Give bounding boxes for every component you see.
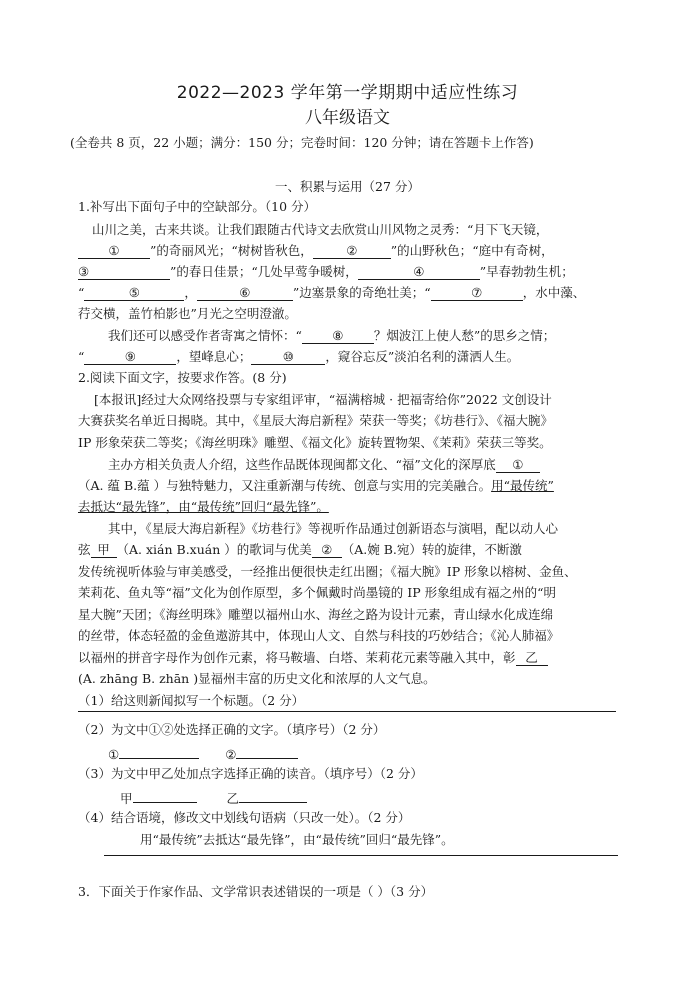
- q1-text: 我们还可以感受作者寄寓之情怀：“: [108, 328, 302, 343]
- q2-para-line-9: 发传统视听体验与审美感受，一经推出便很快走红出圈；《福大腕》IP 形象以榕树、金鱼、: [78, 564, 577, 579]
- q1-text: ，窥谷忘反”淡泊名利的潇洒人生。: [325, 349, 520, 364]
- q2-text: （A.婉 B.宛）转的旋律，不断激: [341, 542, 522, 557]
- q2-para-line-5: [78, 478, 626, 494]
- q2-text: 主办方相关负责人介绍，这些作品既体现闽都文化、“福”文化的深厚底: [108, 457, 496, 472]
- q2-para-line-1: [本报讯]经过大众网络投票与专家组评审，“福满榕城 · 把福寄给你”2022 文创设计: [94, 392, 552, 407]
- q3-stem: 3．下面关于作家作品、文学常识表述错误的一项是（ ）（3 分）: [78, 884, 434, 899]
- blank-1[interactable]: ①: [78, 244, 150, 259]
- q1-text: ，: [184, 285, 197, 300]
- answer-blank-2[interactable]: [236, 744, 298, 759]
- q2-para-line-11: 星大腕”天团；《海丝明珠》雕塑以福州山水、海丝之路为设计元素，青山绿水化成连绵: [78, 607, 554, 622]
- q2-para-line-14: (A. zhāng B. zhān )显福州丰富的历史文化和浓厚的人文气息。: [78, 671, 436, 686]
- q2-para-line-12: 的丝带，体态轻盈的金鱼遨游其中，体现山人文、自然与科技的巧妙结合；《沁人肺福》: [78, 628, 560, 643]
- q1-text: ”的奇丽风光；“树树皆秋色，: [150, 243, 313, 258]
- q2-text: （A. xián B.xuán ）的歌词与优美: [116, 542, 312, 557]
- answer-label: 甲: [120, 791, 133, 806]
- q2-blank-2[interactable]: ②: [312, 543, 342, 558]
- q2-para-line-10: 茉莉花、鱼丸等“福”文化为创作原型，多个佩戴时尚墨镜的 IP 形象组成有福之州的“明: [78, 585, 556, 600]
- q1-text: ，水中藻、: [522, 285, 586, 300]
- exam-subtitle: 八年级语文: [305, 108, 390, 128]
- q2-para-line-2: 大赛获奖名单近日揭晓。其中，《星辰大海启新程》荣获一等奖；《坊巷行》、《福大腕》: [78, 413, 554, 428]
- q2-text: （A. 蕴 B.蕴 ）与独特魅力，又注重新潮与传统、创意与实用的完美融合。: [78, 478, 492, 493]
- q1-text: ”边塞景象的奇绝壮美；“: [292, 285, 431, 300]
- exam-info: (全卷共 8 页，22 小题；满分：150 分；完卷时间：120 分钟；请在答题卡上作答): [70, 135, 534, 150]
- q1-line-6: [108, 328, 656, 344]
- answer-label: ②: [225, 747, 237, 762]
- q1-line-2: [78, 243, 626, 259]
- q1-text: ？烟波江上使人愁”的思乡之情；: [373, 328, 556, 343]
- underlined-sentence: 去抵达“最先锋”，由“最传统”回归“最先锋”。: [78, 499, 329, 514]
- section-heading: 一、积累与运用（27 分）: [275, 179, 420, 194]
- q2-sub-1: （1）给这则新闻拟写一个标题。（2 分）: [78, 693, 305, 708]
- answer-blank-1[interactable]: [119, 744, 199, 759]
- q2-sub-2: （2）为文中①②处选择正确的文字。（填序号）（2 分）: [78, 722, 386, 737]
- q1-text: “: [78, 285, 85, 300]
- blank-3[interactable]: ③: [78, 265, 170, 280]
- blank-9[interactable]: ⑨: [84, 350, 176, 365]
- answer-blank-yi[interactable]: [239, 788, 307, 803]
- q1-line-5: 荇交横，盖竹柏影也”月光之空明澄澈。: [78, 306, 297, 321]
- q2-stem: 2.阅读下面文字，按要求作答。(8 分): [78, 370, 287, 385]
- q1-line-4: [78, 285, 626, 301]
- q2-sub-3-answers: [120, 788, 668, 807]
- q2-text: 以福州的拼音字母作为创作元素，将马鞍墙、白塔、茉莉花元素等融入其中，彰: [78, 650, 516, 665]
- answer-line-2[interactable]: [104, 855, 618, 856]
- q2-para-line-6: [78, 499, 626, 515]
- q1-text: ”早春勃勃生机；: [479, 264, 574, 279]
- q2-para-line-7: 其中，《星辰大海启新程》《坊巷行》等视听作品通过创新语态与演唱，配以动人心: [108, 521, 559, 536]
- q1-line-3: [78, 264, 626, 280]
- blank-2[interactable]: ②: [313, 244, 391, 259]
- q2-para-line-13: [78, 650, 626, 666]
- q1-stem: 1.补写出下面句子中的空缺部分。（10 分）: [78, 199, 317, 214]
- answer-label: 乙: [226, 791, 239, 806]
- q2-sub-3: （3）为文中甲乙处加点字选择正确的读音。（填序号）（2 分）: [78, 766, 423, 781]
- q2-para-line-4: [108, 457, 656, 473]
- q2-sub-4: （4）结合语境，修改文中划线句语病（只改一处）。（2 分）: [78, 810, 411, 825]
- q1-text: ”的山野秋色；“庭中有奇树，: [390, 243, 554, 258]
- blank-6[interactable]: ⑥: [197, 286, 293, 301]
- answer-label: ①: [108, 747, 120, 762]
- blank-4[interactable]: ④: [358, 265, 480, 280]
- underlined-sentence: 用“最传统”: [491, 478, 554, 493]
- q1-text: ”的春日佳景；“几处早莺争暖树，: [170, 264, 358, 279]
- blank-7[interactable]: ⑦: [431, 286, 523, 301]
- exam-title: 2022—2023 学年第一学期期中适应性练习: [176, 83, 519, 103]
- q1-text: “: [78, 349, 85, 364]
- answer-blank-jia[interactable]: [133, 788, 197, 803]
- q2-text: 弦: [78, 542, 91, 557]
- blank-yi[interactable]: 乙: [516, 651, 548, 666]
- answer-line-1[interactable]: [78, 711, 616, 712]
- q2-blank-1[interactable]: ①: [496, 458, 540, 473]
- q2-sub-2-answers: [108, 744, 656, 763]
- q1-line-7: [78, 349, 626, 365]
- q1-text: 山川之美，古来共谈。让我们跟随古代诗文去欣赏山川风物之灵秀：“月下飞天镜，: [92, 222, 549, 237]
- q2-sub-4-quote: 用“最传统”去抵达“最先锋”，由“最传统”回归“最先锋”。: [140, 832, 454, 847]
- blank-8[interactable]: ⑧: [302, 329, 374, 344]
- q1-line-1: [92, 222, 640, 238]
- q2-para-line-3: IP 形象荣获二等奖；《海丝明珠》雕塑、《福文化》旋转置物架、《茉莉》荣获三等奖。: [78, 435, 552, 450]
- blank-jia[interactable]: 甲: [91, 543, 117, 558]
- blank-10[interactable]: ⑩: [251, 350, 325, 365]
- blank-5[interactable]: ⑤: [84, 286, 184, 301]
- q1-text: ，望峰息心；: [176, 349, 252, 364]
- q2-para-line-8: [78, 542, 626, 558]
